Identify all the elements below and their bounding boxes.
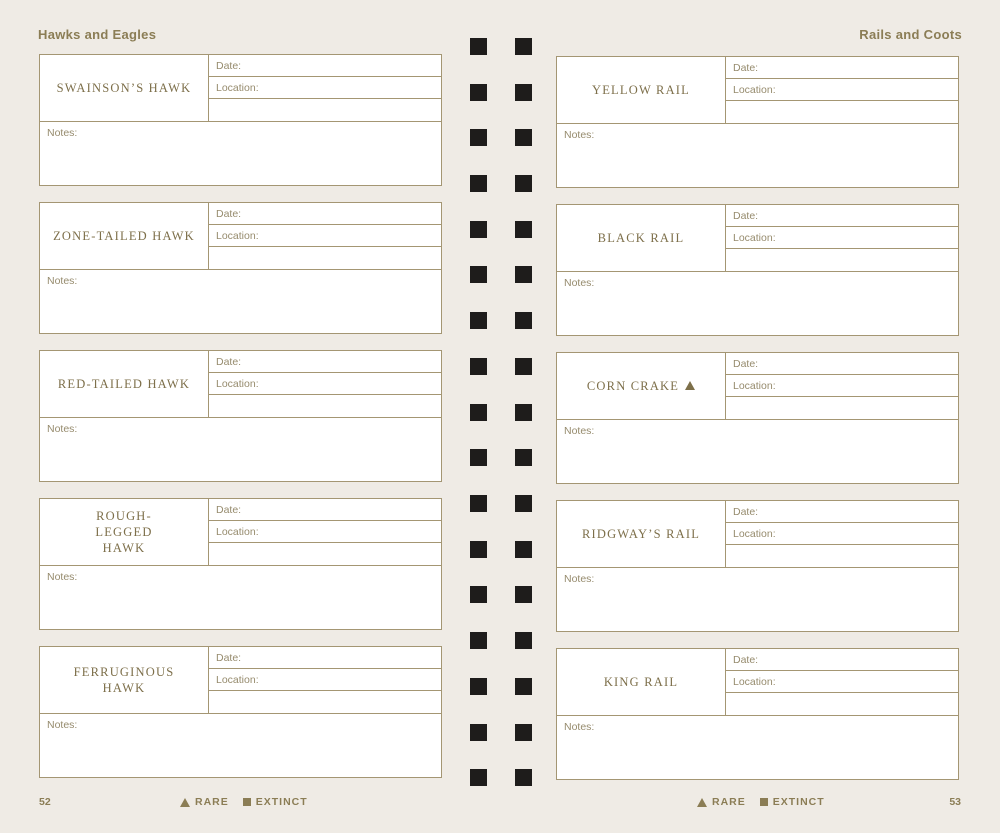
date-field[interactable] xyxy=(726,57,958,79)
field-group xyxy=(209,647,441,714)
location-field[interactable] xyxy=(726,375,958,397)
species-cell xyxy=(557,501,726,568)
date-label: Date: xyxy=(733,358,759,370)
binding-hole xyxy=(470,541,487,558)
section-title: Hawks and Eagles xyxy=(38,27,157,42)
page-number: 52 xyxy=(39,796,51,808)
triangle-icon xyxy=(685,381,695,390)
legend-rare-label: RARE xyxy=(195,796,229,808)
legend-rare xyxy=(180,796,229,808)
species-name-text: CORN CRAKE xyxy=(586,379,680,393)
location-extra-line[interactable] xyxy=(726,545,958,568)
location-field[interactable] xyxy=(726,79,958,101)
notes-label: Notes: xyxy=(47,275,78,287)
field-group xyxy=(209,499,441,566)
location-label: Location: xyxy=(733,528,776,540)
location-field[interactable] xyxy=(209,521,441,543)
species-cell xyxy=(40,647,209,714)
legend xyxy=(697,796,825,808)
binding-hole xyxy=(470,358,487,375)
location-label: Location: xyxy=(216,82,259,94)
location-label: Location: xyxy=(216,230,259,242)
legend-extinct xyxy=(243,796,308,808)
date-field[interactable] xyxy=(209,499,441,521)
date-field[interactable] xyxy=(209,351,441,373)
field-group xyxy=(726,205,958,272)
legend xyxy=(180,796,308,808)
species-cell xyxy=(557,205,726,272)
location-field[interactable] xyxy=(209,669,441,691)
square-icon xyxy=(243,798,251,806)
notes-label: Notes: xyxy=(564,573,595,585)
notes-label: Notes: xyxy=(47,127,78,139)
location-label: Location: xyxy=(733,84,776,96)
species-name: RIDGWAY’S RAIL xyxy=(581,527,701,541)
species-name xyxy=(587,378,695,394)
notes-label: Notes: xyxy=(47,423,78,435)
location-extra-line[interactable] xyxy=(726,249,958,272)
sighting-card xyxy=(556,352,959,484)
location-field[interactable] xyxy=(209,373,441,395)
location-label: Location: xyxy=(216,526,259,538)
field-group xyxy=(209,351,441,418)
notes-label: Notes: xyxy=(47,719,78,731)
date-label: Date: xyxy=(733,654,759,666)
location-extra-line[interactable] xyxy=(209,395,441,418)
field-group xyxy=(726,353,958,420)
binding-hole xyxy=(470,175,487,192)
binding-hole xyxy=(470,769,487,786)
date-label: Date: xyxy=(216,60,242,72)
sighting-card xyxy=(39,54,442,186)
species-cell xyxy=(557,57,726,124)
date-label: Date: xyxy=(733,210,759,222)
square-icon xyxy=(760,798,768,806)
notes-label: Notes: xyxy=(564,129,595,141)
binding-hole xyxy=(470,312,487,329)
location-extra-line[interactable] xyxy=(726,693,958,716)
sighting-card xyxy=(39,498,442,630)
right-page xyxy=(530,0,1000,833)
spiral-binding xyxy=(469,38,531,788)
date-label: Date: xyxy=(733,62,759,74)
legend-rare xyxy=(697,796,746,808)
species-name: ZONE-TAILED HAWK xyxy=(53,229,195,243)
date-field[interactable] xyxy=(726,205,958,227)
sighting-card xyxy=(39,202,442,334)
section-title: Rails and Coots xyxy=(859,27,962,42)
binding-hole xyxy=(470,449,487,466)
sighting-card xyxy=(39,646,442,778)
species-cell xyxy=(40,203,209,270)
field-group xyxy=(209,55,441,122)
location-label: Location: xyxy=(733,232,776,244)
location-extra-line[interactable] xyxy=(726,397,958,420)
legend-rare-label: RARE xyxy=(712,796,746,808)
page-number: 53 xyxy=(949,796,961,808)
date-field[interactable] xyxy=(726,649,958,671)
triangle-icon xyxy=(180,798,190,807)
species-cell xyxy=(40,351,209,418)
date-label: Date: xyxy=(216,504,242,516)
legend-extinct-label: EXTINCT xyxy=(255,796,308,808)
location-extra-line[interactable] xyxy=(209,543,441,566)
binding-hole xyxy=(470,724,487,741)
binding-hole xyxy=(470,266,487,283)
date-field[interactable] xyxy=(726,501,958,523)
left-page xyxy=(0,0,470,833)
species-name: SWAINSON’S HAWK xyxy=(56,81,192,95)
location-field[interactable] xyxy=(726,523,958,545)
notes-label: Notes: xyxy=(564,277,595,289)
binding-hole xyxy=(470,84,487,101)
triangle-icon xyxy=(697,798,707,807)
date-label: Date: xyxy=(216,652,242,664)
field-group xyxy=(726,501,958,568)
sighting-card xyxy=(556,648,959,780)
location-field[interactable] xyxy=(209,77,441,99)
sighting-card xyxy=(556,500,959,632)
notes-label: Notes: xyxy=(564,425,595,437)
species-cell xyxy=(40,55,209,122)
location-extra-line[interactable] xyxy=(209,691,441,714)
binding-hole xyxy=(470,495,487,512)
sighting-card xyxy=(556,204,959,336)
binding-hole xyxy=(470,404,487,421)
species-name: FERRUGINOUS HAWK xyxy=(73,665,175,695)
species-name: RED-TAILED HAWK xyxy=(57,377,191,391)
location-label: Location: xyxy=(216,378,259,390)
location-field[interactable] xyxy=(726,671,958,693)
location-extra-line[interactable] xyxy=(726,101,958,124)
field-group xyxy=(726,649,958,716)
date-label: Date: xyxy=(216,208,242,220)
location-label: Location: xyxy=(216,674,259,686)
binding-hole xyxy=(470,632,487,649)
field-group xyxy=(726,57,958,124)
location-field[interactable] xyxy=(209,225,441,247)
species-name: ROUGH-LEGGED HAWK xyxy=(95,509,153,555)
legend-extinct-label: EXTINCT xyxy=(772,796,825,808)
species-name: KING RAIL xyxy=(603,675,679,689)
species-cell xyxy=(557,353,726,420)
binding-hole xyxy=(470,221,487,238)
location-field[interactable] xyxy=(726,227,958,249)
date-field[interactable] xyxy=(209,203,441,225)
species-cell xyxy=(557,649,726,716)
sighting-card xyxy=(39,350,442,482)
legend-extinct xyxy=(760,796,825,808)
date-label: Date: xyxy=(216,356,242,368)
location-extra-line[interactable] xyxy=(209,99,441,122)
species-name: BLACK RAIL xyxy=(597,231,685,245)
species-cell xyxy=(40,499,209,566)
date-field[interactable] xyxy=(209,55,441,77)
notes-label: Notes: xyxy=(47,571,78,583)
binding-hole xyxy=(470,129,487,146)
date-field[interactable] xyxy=(726,353,958,375)
binding-hole xyxy=(470,38,487,55)
location-extra-line[interactable] xyxy=(209,247,441,270)
binding-hole xyxy=(470,678,487,695)
sighting-card xyxy=(556,56,959,188)
date-label: Date: xyxy=(733,506,759,518)
binding-hole xyxy=(470,586,487,603)
location-label: Location: xyxy=(733,676,776,688)
species-name: YELLOW RAIL xyxy=(591,83,691,97)
date-field[interactable] xyxy=(209,647,441,669)
field-group xyxy=(209,203,441,270)
notes-label: Notes: xyxy=(564,721,595,733)
location-label: Location: xyxy=(733,380,776,392)
